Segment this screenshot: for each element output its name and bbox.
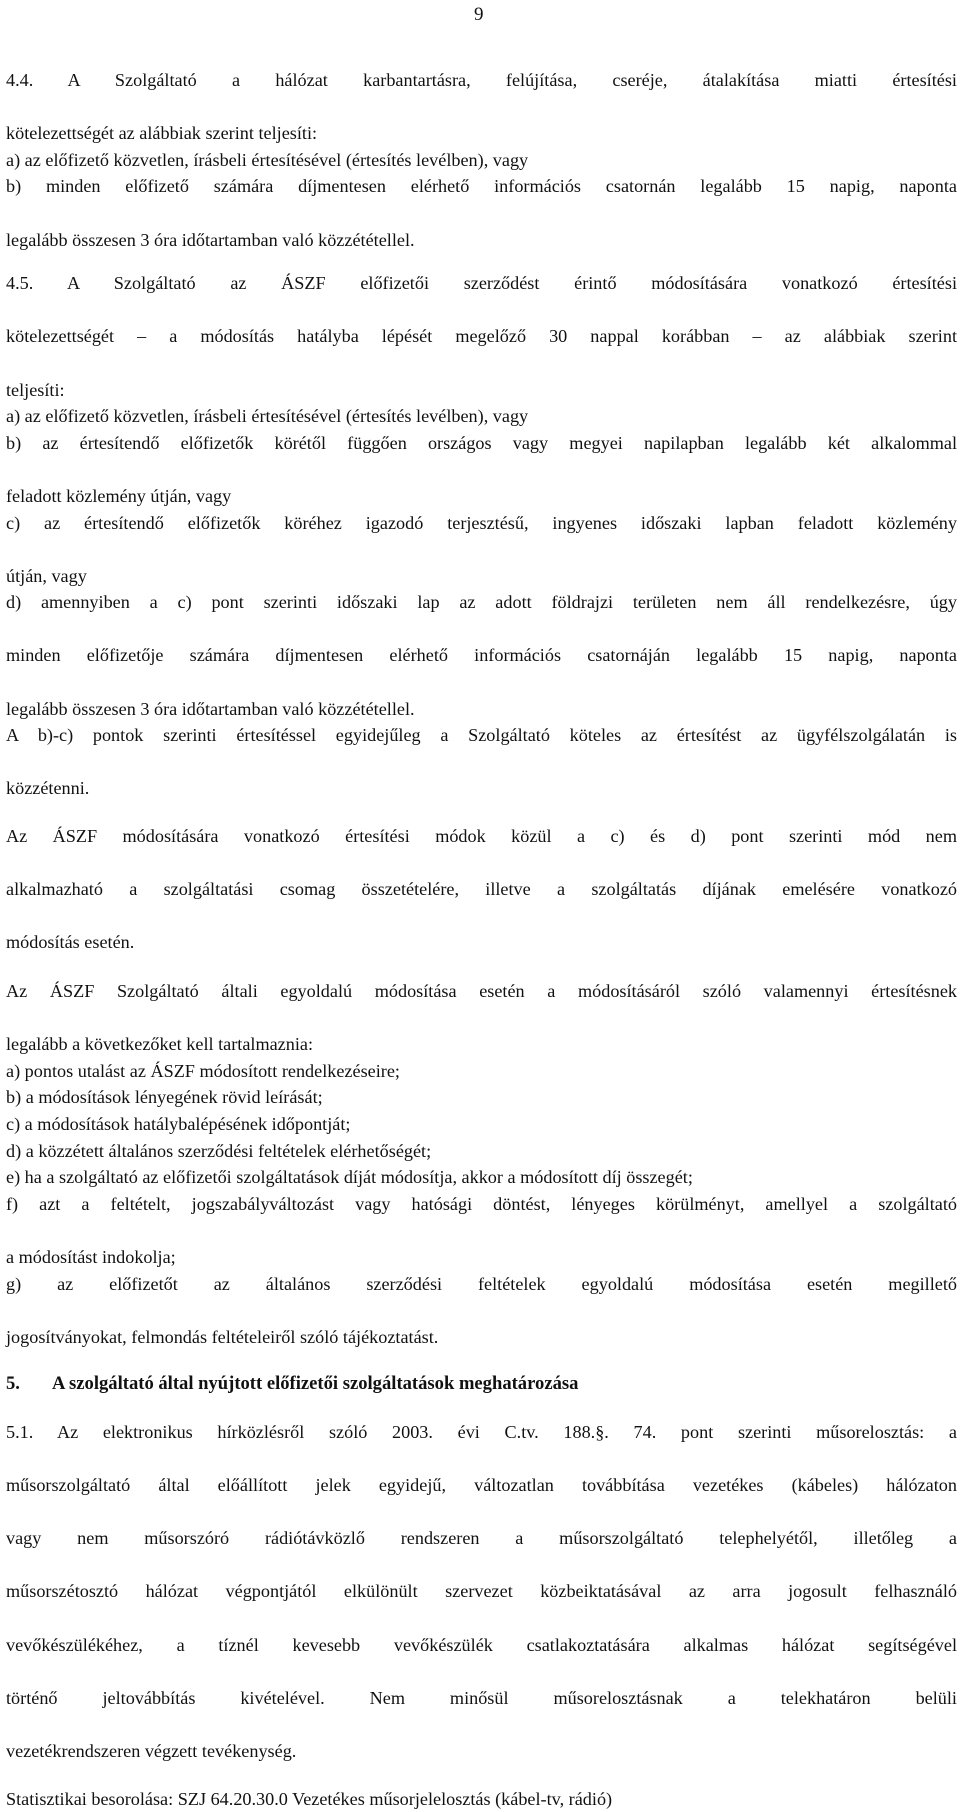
section-4-4-item-b-line: b) minden előfizető számára díjmentesen elérhető információs csatornán legalább 15 napig, naponta — [6, 176, 957, 197]
section-4-5-item-d-line: d) amennyiben a c) pont szerinti időszaki lap az adott földrajzi területen nem áll rendelkezésre, úgy — [6, 592, 957, 613]
section-4-5 — [6, 270, 957, 802]
unilateral-item-d: d) a közzétett általános szerződési feltételek elérhetőségét; — [6, 1140, 432, 1161]
section-5-1-line: vezetékrendszeren végzett tevékenység. — [6, 1741, 297, 1762]
unilateral-item-c: c) a módosítások hatálybalépésének időpontját; — [6, 1113, 351, 1134]
unilateral-item-f-line: f) azt a feltételt, jogszabályváltozást vagy hatósági döntést, lényeges körülményt, amellyel a szolgáltató — [6, 1193, 957, 1214]
section-5-1-line: műsorszolgáltató által előállított jelek egyidejű, változatlan továbbítása vezetékes (kábeles) hálózaton — [6, 1475, 957, 1496]
section-4-5-item-b-line: b) az értesítendő előfizetők körétől függően országos vagy megyei napilapban legalább két alkalommal — [6, 432, 957, 453]
paragraph-line: Az ÁSZF módosítására vonatkozó értesítési módok közül a c) és d) pont szerinti mód nem — [6, 826, 957, 847]
unilateral-intro-line: Az ÁSZF Szolgáltató általi egyoldalú módosítása esetén a módosításáról szóló valamennyi értesítésnek — [6, 981, 957, 1001]
section-4-5-intro-line: teljesíti: — [6, 379, 65, 400]
unilateral-intro-line: legalább a következőket kell tartalmaznia: — [6, 1034, 314, 1055]
section-4-4-intro-line: kötelezettségét az alábbiak szerint teljesíti: — [6, 123, 318, 144]
section-4-5-item-d-line: legalább összesen 3 óra időtartamban való közzététellel. — [6, 698, 415, 719]
section-5-1 — [6, 1419, 957, 1765]
section-4-4-item-b-line: legalább összesen 3 óra időtartamban való közzététellel. — [6, 229, 415, 250]
statistical-classification: Statisztikai besorolása: SZJ 64.20.30.0 Vezetékes műsorjelelosztás (kábel-tv, rádió) — [6, 1788, 613, 1809]
section-4-4-intro-line: 4.4. A Szolgáltató a hálózat karbantartásra, felújítása, cseréje, átalakítása miatti értesítési — [6, 70, 957, 90]
section-4-5-item-b-line: feladott közlemény útján, vagy — [6, 485, 232, 506]
unilateral-item-g-line: jogosítványokat, felmondás feltételeiről szóló tájékoztatást. — [6, 1326, 439, 1347]
unilateral-item-a: a) pontos utalást az ÁSZF módosított rendelkezéseire; — [6, 1060, 400, 1081]
section-4-5-item-c-line: c) az értesítendő előfizetők köréhez igazodó terjesztésű, ingyenes időszaki lapban feladott közlemény — [6, 512, 957, 533]
unilateral-item-g-line: g) az előfizetőt az általános szerződési feltételek egyoldalú módosítása esetén megillető — [6, 1273, 957, 1294]
section-5-number: 5. — [6, 1373, 20, 1395]
section-4-5-intro-line: kötelezettségét – a módosítás hatályba lépését megelőző 30 nappal korábban – az alábbiak szerint — [6, 326, 957, 347]
section-4-5-note-line: A b)-c) pontok szerinti értesítéssel egyidejűleg a Szolgáltató köteles az értesítést az ügyfélszolgálatán is — [6, 725, 957, 746]
section-4-5-intro-line: 4.5. A Szolgáltató az ÁSZF előfizetői szerződést érintő módosítására vonatkozó értesítési — [6, 273, 957, 294]
unilateral-item-e: e) ha a szolgáltató az előfizetői szolgáltatások díját módosítja, akkor a módosított díj összegét; — [6, 1167, 693, 1188]
section-4-5-item-d-line: minden előfizetője számára díjmentesen elérhető információs csatornáján legalább 15 napig, naponta — [6, 645, 957, 666]
section-5-1-line: vevőkészülékéhez, a tíznél kevesebb vevőkészülék csatlakoztatására alkalmas hálózat segítségével — [6, 1634, 957, 1655]
paragraph-line: módosítás esetén. — [6, 932, 135, 953]
section-5-heading — [6, 1371, 957, 1398]
section-5-1-line: vagy nem műsorszóró rádiótávközlő rendszeren a műsorszolgáltató telephelyétől, illetőleg a — [6, 1528, 957, 1549]
unilateral-item-f-line: a módosítást indokolja; — [6, 1246, 176, 1267]
paragraph-line: alkalmazható a szolgáltatási csomag összetételére, illetve a szolgáltatás díjának emelésére vonatkozó — [6, 879, 957, 900]
section-4-5-item-c-line: útján, vagy — [6, 565, 87, 586]
section-4-5-item-a: a) az előfizető közvetlen, írásbeli értesítésével (értesítés levélben), vagy — [6, 406, 529, 427]
section-5-1-line: műsorszétosztó hálózat végpontjától elkülönült szervezet közbeiktatásával az arra jogosult felhasználó — [6, 1581, 957, 1602]
page-number: 9 — [474, 4, 484, 25]
section-4-5-note-line: közzétenni. — [6, 778, 90, 799]
unilateral-item-b: b) a módosítások lényegének rövid leírását; — [6, 1087, 323, 1108]
section-4-4-item-a: a) az előfizető közvetlen, írásbeli értesítésével (értesítés levélben), vagy — [6, 149, 529, 170]
section-5-1-line: történő jeltovábbítás kivételével. Nem minősül műsorelosztásnak a telekhatáron belüli — [6, 1687, 957, 1708]
section-5-1-line: 5.1. Az elektronikus hírközlésről szóló 2003. évi C.tv. 188.§. 74. pont szerinti műsorelosztás: a — [6, 1421, 957, 1442]
section-4-4 — [6, 67, 957, 253]
paragraph-notification-modes — [6, 823, 957, 956]
document-body — [6, 67, 957, 1812]
section-5-title: A szolgáltató által nyújtott előfizetői szolgáltatások meghatározása — [52, 1373, 579, 1395]
paragraph-unilateral-modification — [6, 978, 957, 1350]
